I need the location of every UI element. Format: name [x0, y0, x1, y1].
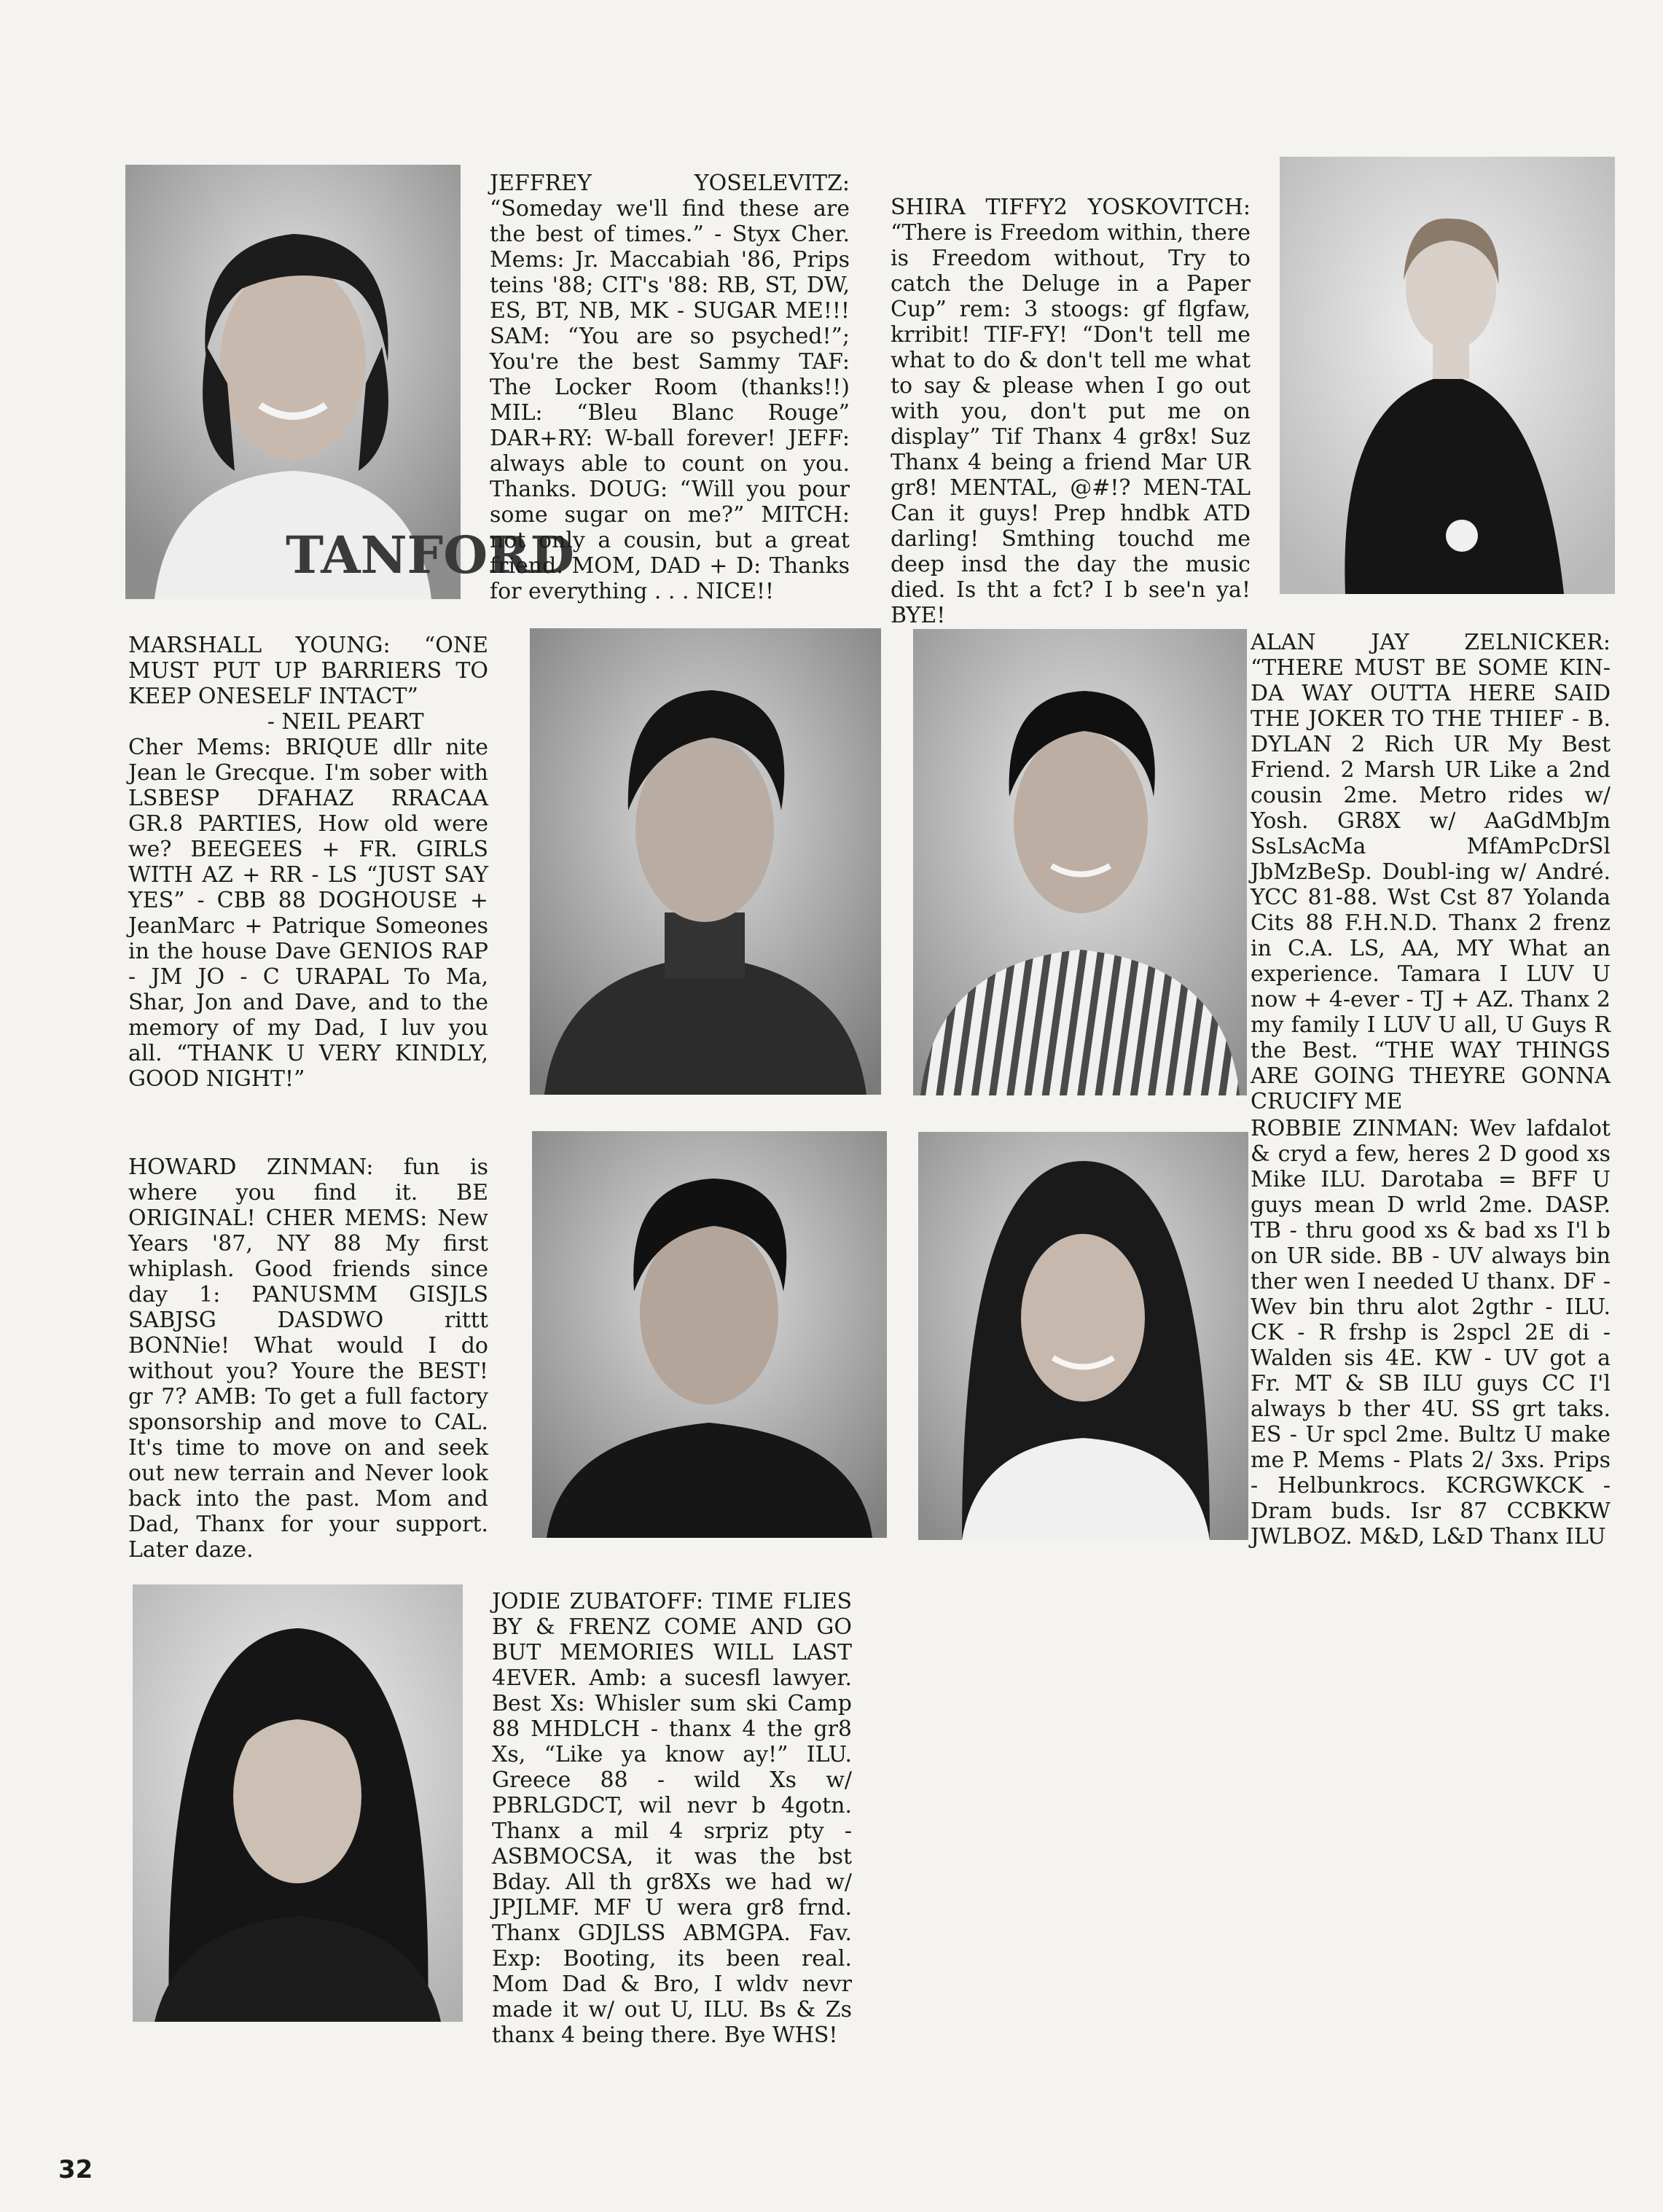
portrait-jeffrey-yoselevitz — [125, 165, 575, 599]
page-number: 32 — [58, 2155, 93, 2184]
portrait-marshall-young — [530, 628, 881, 1095]
portrait-shira-yoskovitch — [1280, 157, 1615, 594]
portrait-howard-zinman — [532, 1131, 887, 1538]
entry-howard-zinman: HOWARD ZINMAN: fun is where you find it. BE ORIGINAL! CHER MEMS: New Years '87, NY 88 My first whiplash. Good friends since day 1: PANUSMM GISJLS SABJSG DASDWO rittt BONNie! What would I do without you? Youre the BEST! gr 7? AMB: To get a full factory sponsorship and move to CAL. It's time to move on and seek out new terrain and Never look back into the past. Mom and Dad, Thanx for your support. Later daze. — [128, 1154, 496, 1563]
portrait-robbie-zinman — [918, 1132, 1248, 1540]
portrait-jodie-zubatoff — [133, 1584, 463, 2022]
svg-text:TANFORD: TANFORD — [286, 525, 575, 585]
entry-jodie-zubatoff: JODIE ZUBATOFF: TIME FLIES BY & FRENZ COME AND GO BUT MEMORIES WILL LAST 4EVER. Amb: a sucesfl lawyer. Best Xs: Whisler sum ski Camp 88 MHDLCH - thanx 4 the gr8 Xs, “Like ya know ay!” ILU. Greece 88 - wild Xs w/ PBRLGDCT, wil nevr b 4gotn. Thanx a mil 4 srpriz pty - ASBMOCSA, it was the bst Bday. All th gr8Xs we had w/ JPJLMF. MF U wera gr8 frnd. Thanx GDJLSS ABMGPA. Fav. Exp: Booting, its been real. Mom Dad & Bro, I wldv nevr made it w/ out U, ILU. Bs & Zs thanx 4 being there. Bye WHS! — [492, 1589, 859, 2048]
entry-marshall-young: MARSHALL YOUNG: “ONE MUST PUT UP BARRIERS TO KEEP ONESELF INTACT” - NEIL PEART Cher Mems: BRIQUE dllr nite Jean le Grecque. I'm sober with LSBESP DFAHAZ RRACAA GR.8 PARTIES, How old were we? BEEGEES + FR. GIRLS WITH AZ + RR - LS “JUST SAY YES” - CBB 88 DOGHOUSE + JeanMarc + Patrique Someones in the house Dave GENIOS RAP - JM JO - C URAPAL To Ma, Shar, Jon and Dave, and to the memory of my Dad, I luv you all. “THANK U VERY KINDLY, GOOD NIGHT!” — [128, 633, 488, 1092]
entry-shira-yoskovitch: SHIRA TIFFY2 YOSKOVITCH: “There is Freedom within, there is Freedom without, Try to catch the Deluge in a Paper Cup” rem: 3 stoogs: gf flgfaw, krribit! TIF-FY! “Don't tell me what to do & don't tell me what to say & please when I go out with you, don't put me on display” Tif Thanx 4 gr8x! Suz Thanx 4 being a friend Mar UR gr8! MENTAL, @#!? MEN-TAL Can it guys! Prep hndbk ATD darling! Smthing touchd me deep insd the day the music died. Is tht a fct? I b see'n ya! BYE! — [891, 195, 1258, 628]
portrait-alan-zelnicker — [913, 629, 1247, 1095]
entry-alan-zelnicker: ALAN JAY ZELNICKER: “THERE MUST BE SOME KIN-DA WAY OUTTA HERE SAID THE JOKER TO THE THIEF - B. DYLAN 2 Rich UR My Best Friend. 2 Marsh UR Like a 2nd cousin 2me. Metro rides w/ Yosh. GR8X w/ AaGdMbJm SsLsAcMa MfAmPcDrSl JbMzBeSp. Doubl-ing w/ André. YCC 81-88. Wst Cst 87 Yolanda Cits 88 F.H.N.D. Thanx 2 frenz in C.A. LS, AA, MY What an experience. Tamara I LUV U now + 4-ever - TJ + AZ. Thanx 2 my family I LUV U all, U Guys R the Best. “THE WAY THINGS ARE GOING THEYRE GONNA CRUCIFY ME — [1251, 630, 1618, 1114]
entry-robbie-zinman: ROBBIE ZINMAN: Wev lafdalot & cryd a few, heres 2 D good xs Mike ILU. Darotaba = BFF U guys mean D wrld 2me. DASP. TB - thru good xs & bad xs I'l b on UR side. BB - UV always bin ther wen I needed U thanx. DF - Wev bin thru alot 2gthr - ILU. CK - R frshp is 2spcl 2E di - Walden sis 4E. KW - UV got a Fr. MT & SB ILU guys CC I'l always b ther 4U. SS grt taks. ES - Ur spcl 2me. Bultz U make me P. Mems - Plats 2/ 3xs. Prips - Helbunkrocs. KCRGWKCK - Dram buds. Isr 87 CCBKKW JWLBOZ. M&D, L&D Thanx ILU — [1251, 1116, 1618, 1549]
entry-jeffrey-yoselevitz: JEFFREY YOSELEVITZ: “Someday we'll find these are the best of times.” - Styx Cher. Mems: Jr. Maccabiah '86, Prips teins '88; CIT's '88: RB, ST, DW, ES, BT, NB, MK - SUGAR ME!!! SAM: “You are so psyched!”; You're the best Sammy TAF: The Locker Room (thanks!!) MIL: “Bleu Blanc Rouge” DAR+RY: W-ball forever! JEFF: always able to count on you. Thanks. DOUG: “Will you pour some sugar on me?” MITCH: not only a cousin, but a great friend. MOM, DAD + D: Thanks for everything . . . NICE!! — [490, 171, 857, 604]
